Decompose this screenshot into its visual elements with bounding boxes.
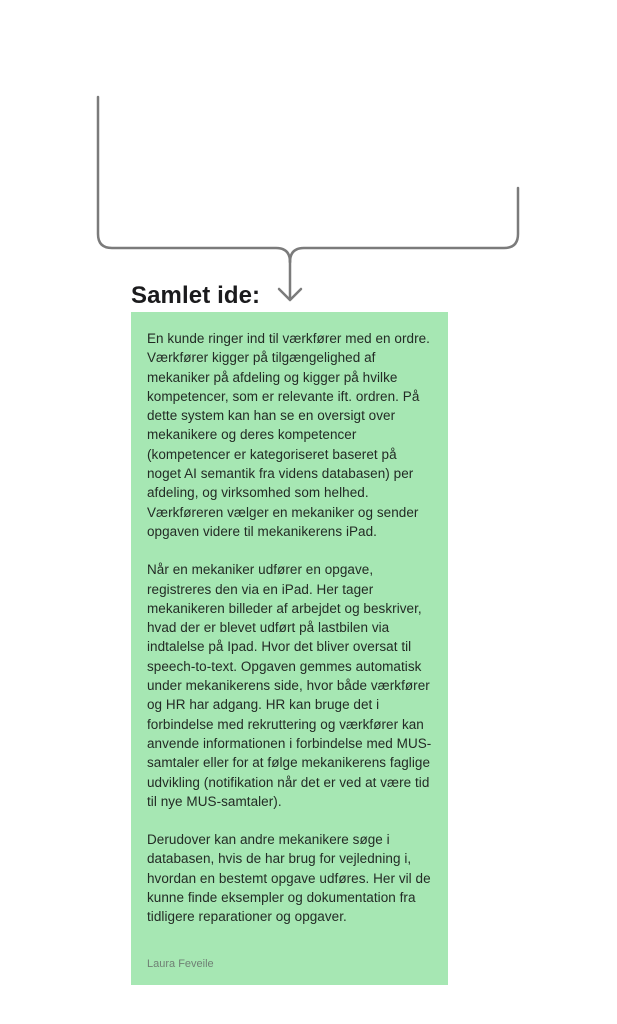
merge-arrow-icon [0, 0, 617, 320]
note-paragraph-2: Når en mekaniker udfører en opgave, registreres den via en iPad. Her tager mekanikeren billeder af arbejdet og beskriver, hvad der er blevet udført på lastbilen via indtalelse på Ipad. Hvor det bliver oversat til speech-to-text. Opgaven gemmes automatisk under mekanikerens side, hvor både værkfører og HR har adgang. HR kan bruge det i forbindelse med rekruttering og værkfører kan anvende informationen i forbindelse med MUS-samtaler eller for at følge mekanikerens faglige udvikling (notifikation når det er ved at være tid til nye MUS-samtaler). [147, 562, 432, 809]
note-paragraph-3: Derudover kan andre mekanikere søge i databasen, hvis de har brug for vejledning i, hvordan en bestemt opgave udføres. Her vil de kunne finde eksempler og dokumentation fra tidligere reparationer og opgaver. [147, 832, 431, 925]
note-paragraph-1: En kunde ringer ind til værkfører med en ordre. Værkfører kigger på tilgængelighed af mekaniker på afdeling og kigger på hvilke kompetencer, som er relevante ift. ordren. På dette system kan han se en oversigt over mekanikere og deres kompetencer (kompetencer er kategoriseret baseret på noget AI semantik fra videns databasen) per afdeling, og virksomhed som helhed. Værkføreren vælger en mekaniker og sender opgaven videre til mekanikerens iPad. [147, 331, 430, 539]
sticky-note[interactable] [131, 312, 448, 985]
page-title: Samlet ide: [131, 282, 261, 309]
merge-arrow-right-branch [290, 188, 518, 262]
merge-arrow-left-branch [98, 97, 290, 262]
note-author: Laura Feveile [147, 957, 214, 970]
